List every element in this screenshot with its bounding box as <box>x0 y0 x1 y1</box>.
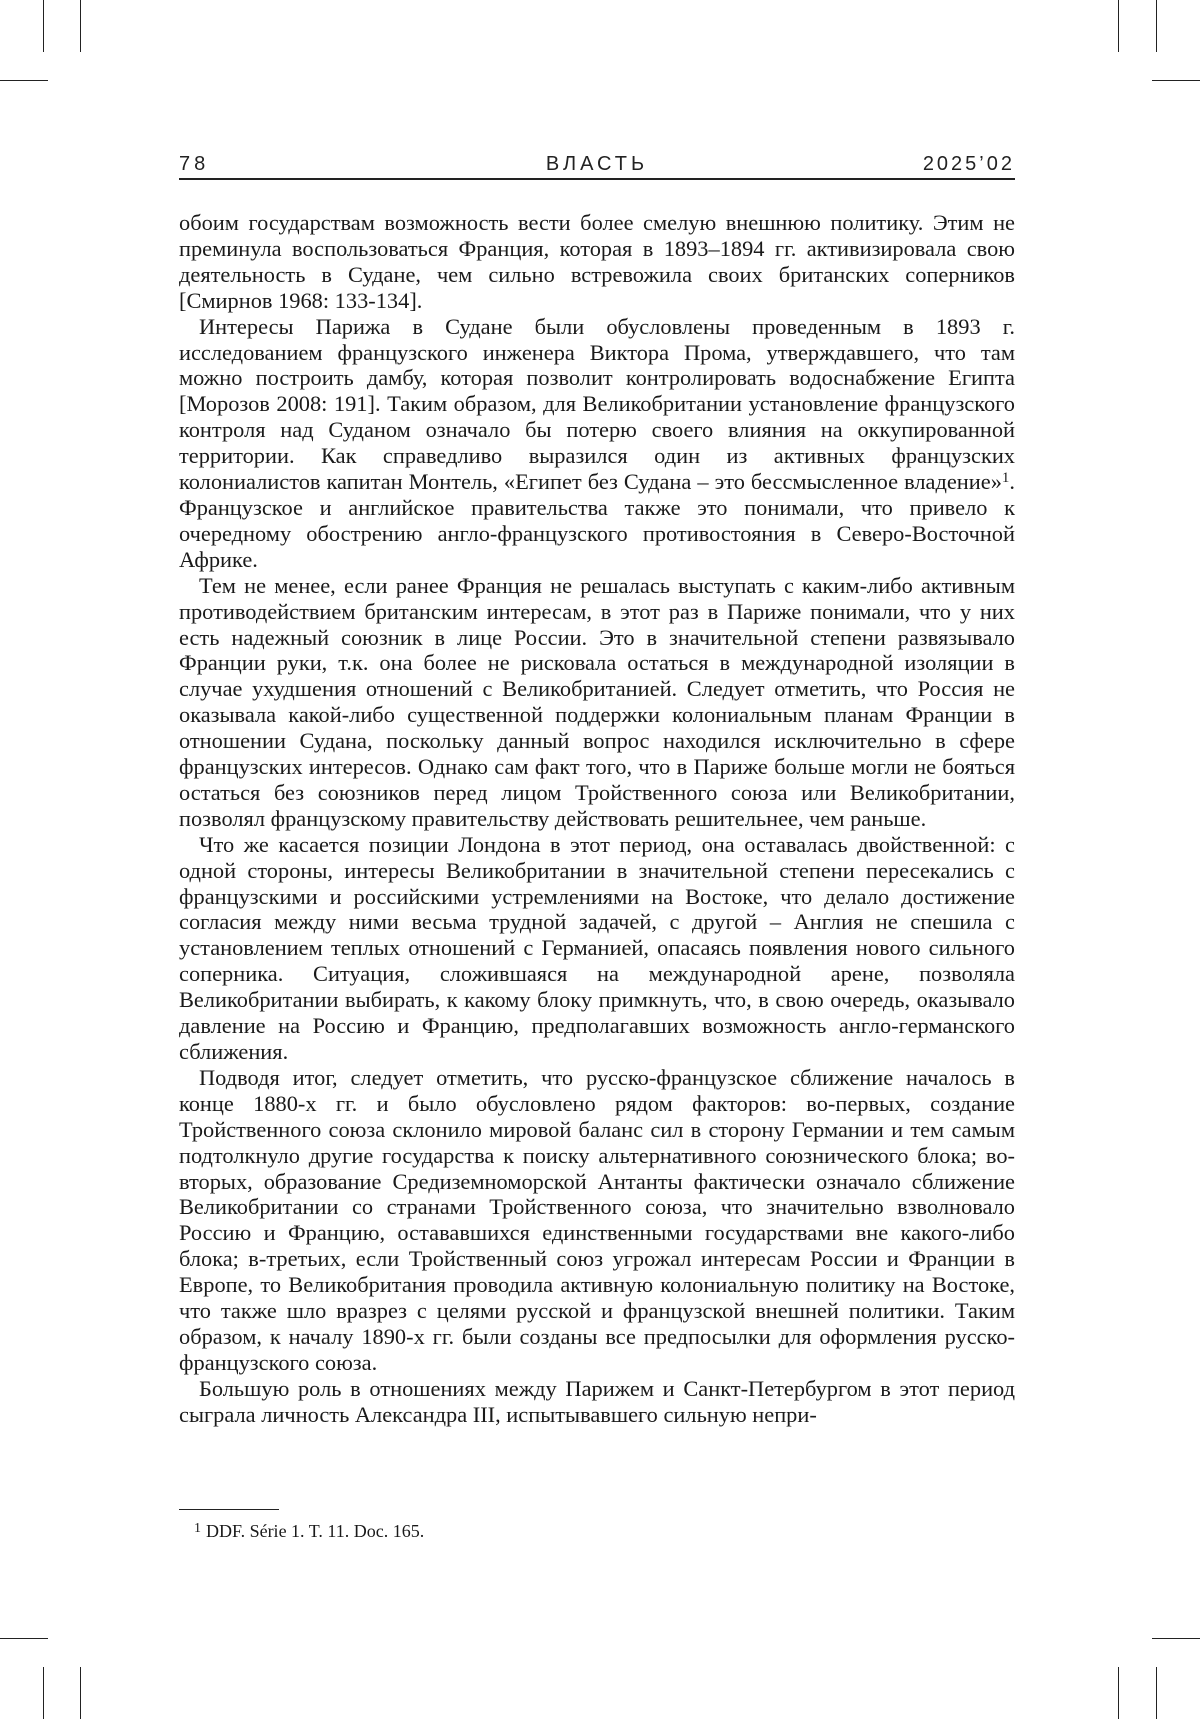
footnote-rule <box>179 1509 279 1510</box>
paragraph: Тем не менее, если ранее Франция не решалась выступать с каким-либо активным противодействием британским интересам, в этот раз в Париже понимали, что у них есть надежный союзник в лице России. Это в значительной степени развязывало Франции руки, т.к. она более не рисковала остаться в международной изоляции в случае ухудшения отношений с Великобританией. Следует отметить, что Россия не оказывала какой-либо существенной поддержки колониальным планам Франции в отношении Судана, поскольку данный вопрос находился исключительно в сфере французских интересов. Однако сам факт того, что в Париже больше могли не бояться остаться без союзников перед лицом Тройственного союза или Великобритании, позволял французскому правительству действовать решительнее, чем раньше. <box>179 572 1015 831</box>
running-header <box>179 150 1015 178</box>
crop-mark <box>43 0 44 52</box>
footnote-reference[interactable]: 1 <box>1001 470 1010 487</box>
crop-mark <box>43 1667 44 1719</box>
paragraph-text: Интересы Парижа в Судане были обусловлены проведенным в 1893 г. исследованием французского инженера Виктора Прома, утверждавшего, что там можно построить дамбу, которая позволит контролировать водоснабжение Египта [Морозов 2008: 191]. Таким образом, для Великобритании установление французского контроля над Суданом означало бы потерю своего влияния на оккупированной территории. Как справедливо выразился один из активных французских колониалистов капитан Монтель, «Египет без Судана – это бессмысленное владение» <box>179 313 1015 495</box>
page-number: 78 <box>179 153 210 175</box>
crop-mark <box>1118 1667 1119 1719</box>
crop-mark <box>1156 1667 1157 1719</box>
footnote-text: DDF. Série 1. T. 11. Doc. 165. <box>206 1521 425 1541</box>
paragraph <box>179 314 1015 573</box>
crop-mark <box>1152 1638 1200 1639</box>
crop-mark <box>80 1667 81 1719</box>
paragraph: Что же касается позиции Лондона в этот период, она оставалась двойственной: с одной стороны, интересы Великобритании в значительной степени пересекались с французскими и российскими устремлениями на Востоке, что делало достижение согласия между ними весьма трудной задачей, с другой – Англия не спешила с установлением теплых отношений с Германией, опасаясь появления нового сильного соперника. Ситуация, сложившаяся на международной арене, позволяла Великобритании выбирать, к какому блоку примкнуть, что, в свою очередь, оказывало давление на Россию и Францию, предполагавших возможность англо-германского сближения. <box>179 831 1015 1064</box>
crop-mark <box>1156 0 1157 52</box>
issue-number: 2025’02 <box>922 153 1015 175</box>
footnote-marker: 1 <box>194 1521 201 1536</box>
crop-mark <box>1118 0 1119 52</box>
footnote <box>194 1519 1014 1543</box>
journal-title: ВЛАСТЬ <box>545 153 649 175</box>
header-rule <box>179 178 1015 180</box>
article-body <box>179 210 1015 1428</box>
crop-mark <box>80 0 81 52</box>
paragraph: Большую роль в отношениях между Парижем и Санкт-Петербургом в этот период сыграла личность Александра III, испытывавшего сильную непри- <box>179 1375 1015 1427</box>
crop-mark <box>0 1638 48 1639</box>
crop-mark <box>0 80 48 81</box>
paragraph: обоим государствам возможность вести более смелую внешнюю политику. Этим не преминула воспользоваться Франция, которая в 1893–1894 гг. активизировала свою деятельность в Судане, чем сильно встревожила своих британских соперников [Смирнов 1968: 133-134]. <box>179 210 1015 313</box>
paragraph: Подводя итог, следует отметить, что русско-французское сближение началось в конце 1880-х гг. и было обусловлено рядом факторов: во-первых, создание Тройственного союза склонило мировой баланс сил в сторону Германии и тем самым подтолкнуло другие государства к поиску альтернативного союзнического блока; во-вторых, образование Средиземноморской Антанты фактически означало сближение Великобритании со странами Тройственного союза, что значительно взволновало Россию и Францию, остававшихся единственными государствами вне какого-либо блока; в-третьих, если Тройственный союз угрожал интересам России и Франции в Европе, то Великобритания проводила активную колониальную политику на Востоке, что также шло вразрез с целями русской и французской внешней политики. Таким образом, к началу 1890-х гг. были созданы все предпосылки для оформления русско-французского союза. <box>179 1064 1015 1375</box>
paragraph-text: . Французское и английское правительства также это понимали, что привело к очередному обострению англо-французского противостояния в Северо-Восточной Африке. <box>179 469 1015 572</box>
crop-mark <box>1152 80 1200 81</box>
